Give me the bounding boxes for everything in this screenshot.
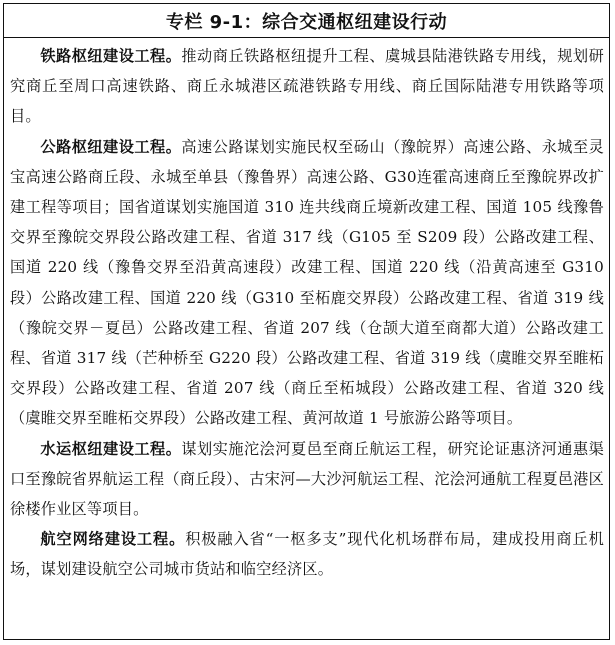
section-body: 积极融入省“一枢多支”现代化机场群布局，建成投用商丘机场，谋划建设航空公司城市货站和临空经济区。: [10, 530, 604, 579]
section-heading: 水运枢纽建设工程。: [40, 439, 182, 458]
section-aviation: [10, 524, 604, 584]
section-body: 高速公路谋划实施民权至砀山（豫皖界）高速公路、永城至灵宝高速公路商丘段、永城至单县（豫鲁界）高速公路、G30连霍高速商丘至豫皖界改扩建工程等项目；国省道谋划实施国道 310 连共线商丘境新改建工程、国道 105 线豫鲁交界至豫皖交界段公路改建工程、省道 317 线（G105 至 S209 段）公路改建工程、国道 220 线（豫鲁交界至沿黄高速段）改建工程、国道 220 线（沿黄高速至 G310 段）公路改建工程、国道 220 线（G310 至柘鹿交界段）公路改建工程、省道 319 线（豫皖交界－夏邑）公路改建工程、省道 207 线（仓颉大道至商都大道）公路改建工程、省道 317 线（芒种桥至 G220 段）公路改建工程、省道 319 线（虞睢交界至睢柘交界段）公路改建工程、省道 207 线（商丘至柘城段）公路改建工程、省道 320 线（虞睢交界至睢柘交界段）公路改建工程、黄河故道 1 号旅游公路等项目。: [10, 137, 604, 428]
section-heading: 公路枢纽建设工程。: [40, 137, 182, 156]
box-content: [4, 38, 609, 585]
section-body: 谋划实施沱浍河夏邑至商丘航运工程，研究论证惠济河通惠渠口至豫皖省界航运工程（商丘段）、古宋河—大沙河航运工程、沱浍河通航工程夏邑港区徐楼作业区等项目。: [10, 439, 604, 519]
feature-box: [3, 3, 610, 640]
box-title: 专栏 9-1：综合交通枢纽建设行动: [4, 4, 609, 38]
section-heading: 铁路枢纽建设工程。: [40, 47, 182, 65]
section-body: 推动商丘铁路枢纽提升工程、虞城县陆港铁路专用线，规划研究商丘至周口高速铁路、商丘永城港区疏港铁路专用线、商丘国际陆港专用铁路等项目。: [10, 47, 604, 126]
section-railway: [10, 41, 604, 132]
section-waterway: [10, 434, 604, 525]
section-highway: [10, 132, 604, 434]
section-heading: 航空网络建设工程。: [40, 530, 186, 549]
